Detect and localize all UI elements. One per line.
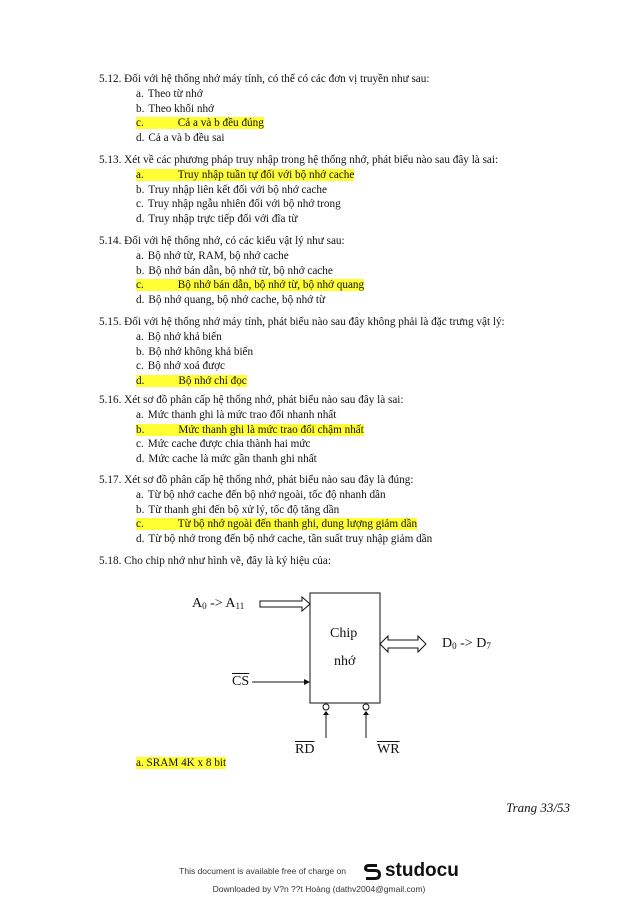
address-bus-arrow: [260, 597, 310, 611]
option-content: [136, 213, 297, 225]
option-prefix: b.: [136, 183, 145, 196]
option-prefix: c.: [136, 198, 144, 211]
option-content: [136, 409, 336, 421]
question-stem: 5.18. Cho chip nhớ như hình vẽ, đây là ký hiệu của:: [99, 555, 331, 567]
option-content: [136, 360, 225, 372]
answer-option: [136, 488, 569, 503]
question-6: [99, 473, 569, 546]
studocu-s-icon: [362, 861, 382, 881]
option-text: Truy nhập tuần tự đối với bộ nhớ cache: [177, 169, 355, 181]
answer-option: [136, 374, 569, 389]
answer-option: [136, 249, 569, 264]
question-7: [99, 554, 569, 569]
option-prefix: b.: [136, 423, 145, 436]
option-text: Bộ nhớ bán dẫn, bộ nhớ từ, bộ nhớ cache: [148, 264, 333, 277]
memory-chip-diagram: [170, 580, 530, 770]
answer-option: [136, 452, 569, 467]
chip-box: [310, 593, 380, 703]
question-stem: 5.16. Xét sơ đồ phân cấp hệ thống nhớ, phát biểu nào sau đây là sai:: [99, 394, 404, 406]
option-content: [136, 438, 310, 450]
studocu-logo[interactable]: studocu: [362, 860, 459, 882]
studocu-footer: [0, 860, 638, 882]
option-content: [136, 265, 333, 277]
rd-arrowhead: [323, 711, 329, 715]
answer-option: [136, 503, 569, 518]
answer-option: [136, 87, 569, 102]
option-prefix: d.: [136, 212, 145, 225]
highlighted-answer: [136, 169, 354, 181]
option-text: Bộ nhớ xoá được: [147, 360, 226, 373]
option-content: [136, 132, 225, 144]
answer-option: [136, 532, 569, 547]
highlighted-answer: [136, 117, 264, 129]
option-text: Từ thanh ghi đến bộ xử lý, tốc độ tăng dần: [148, 503, 340, 516]
option-text: Bộ nhớ quang, bộ nhớ cache, bộ nhớ từ: [148, 293, 326, 306]
option-content: [136, 198, 341, 210]
data-bus-label: $D_0 -> D_7$: [442, 636, 491, 651]
option-text: Mức thanh ghi là mức trao đổi nhanh nhất: [147, 409, 337, 421]
question-stem: 5.17. Xét sơ đồ phân cấp hệ thống nhớ, phát biểu nào sau đây là đúng:: [99, 474, 414, 486]
option-content: [136, 103, 214, 115]
option-prefix: a.: [136, 88, 144, 100]
option-prefix: a.: [136, 250, 144, 262]
answer-option: [136, 408, 569, 423]
option-text: Mức cache được chia thành hai mức: [147, 438, 311, 451]
answer-option: [136, 423, 569, 438]
highlighted-answer: [136, 518, 417, 530]
wr-label: $\overline{WR}$: [377, 742, 400, 757]
option-text: Cả a và b đều sai: [148, 131, 225, 144]
chip-label-line2: nhớ: [334, 654, 356, 669]
answer-option: [136, 345, 569, 360]
answer-option: [136, 212, 569, 227]
option-prefix: c.: [136, 117, 144, 130]
highlighted-answer: [136, 279, 364, 291]
option-content: [136, 184, 327, 196]
question-stem: 5.12. Đối với hệ thống nhớ máy tính, có thể có các đơn vị truyền như sau:: [99, 73, 430, 85]
option-prefix: d.: [136, 452, 145, 465]
answer-option: [136, 116, 569, 131]
answer-option: [136, 264, 569, 279]
wr-bubble: [363, 704, 369, 710]
option-prefix: c.: [136, 279, 144, 292]
option-text: Truy nhập liên kết đối với bộ nhớ cache: [148, 183, 327, 196]
highlighted-answer: [136, 424, 364, 436]
answer-option: [136, 183, 569, 198]
answer-option: [136, 517, 569, 532]
option-prefix: a.: [136, 331, 144, 343]
option-content: [136, 453, 317, 465]
option-text: Cả a và b đều đúng: [177, 117, 264, 130]
question-2: [99, 153, 569, 226]
answer-option: [136, 330, 569, 345]
option-prefix: c.: [136, 518, 144, 531]
question-stem: 5.15. Đối với hệ thống nhớ máy tính, phát biểu nào sau đây không phải là đặc trưng vật lý:: [99, 316, 505, 328]
option-content: [136, 294, 325, 306]
option-content: [136, 504, 339, 516]
download-info: Downloaded by V?n ??t Hoàng (dathv2004@gmail.com): [212, 884, 426, 894]
page-number: Trang 33/53: [506, 800, 570, 815]
cs-label: $\overline{CS}$: [232, 674, 250, 689]
question-stem: 5.13. Xét về các phương pháp truy nhập trong hệ thống nhớ, phát biểu nào sau đây là sai:: [99, 154, 499, 166]
address-label: $A_0 -> A_{11}$: [192, 596, 245, 611]
option-text: Bộ nhớ bán dẫn, bộ nhớ từ, bộ nhớ quang: [177, 279, 365, 292]
option-text: Mức thanh ghi là mức trao đổi chậm nhất: [178, 423, 364, 436]
option-prefix: c.: [136, 360, 144, 373]
question-3: [99, 234, 569, 307]
option-text: Theo khối nhớ: [148, 102, 214, 115]
option-content: [136, 88, 203, 100]
option-prefix: b.: [136, 345, 145, 358]
chip-label-line1: Chip: [330, 626, 358, 641]
option-text: Từ bộ nhớ trong đến bộ nhớ cache, tần suất truy nhập giảm dần: [148, 532, 433, 545]
highlighted-answer: [136, 375, 247, 387]
option-text: Mức cache là mức gần thanh ghi nhất: [148, 452, 317, 465]
answer-option: [136, 293, 569, 308]
answer-option: [136, 168, 569, 183]
question-1: [99, 72, 569, 145]
answer-option: [136, 278, 569, 293]
option-prefix: c.: [136, 438, 144, 451]
rd-bubble: [323, 704, 329, 710]
question-5: [99, 393, 569, 466]
option-prefix: a.: [136, 169, 144, 181]
rd-label: $\overline{RD}$: [295, 742, 315, 757]
option-text: Bộ nhớ khả biến: [147, 331, 222, 343]
wr-arrowhead: [363, 711, 369, 715]
option-text: Bộ nhớ từ, RAM, bộ nhớ cache: [147, 250, 289, 262]
option-text: Bộ nhớ chỉ đọc: [178, 374, 247, 387]
option-content: [136, 489, 386, 501]
option-content: [136, 346, 253, 358]
option-text: Truy nhập ngẫu nhiên đối với bộ nhớ trong: [147, 198, 341, 211]
answer-option: [136, 197, 569, 212]
option-text: Từ bộ nhớ cache đến bộ nhớ ngoài, tốc độ nhanh dần: [147, 489, 386, 501]
option-content: [136, 250, 289, 262]
option-prefix: a.: [136, 409, 144, 421]
answer-5-18: a. SRAM 4K x 8 bit: [136, 757, 227, 769]
option-text: Bộ nhớ không khả biến: [148, 345, 254, 358]
option-content: [136, 331, 222, 343]
option-prefix: d.: [136, 532, 145, 545]
option-prefix: d.: [136, 131, 145, 144]
available-text: This document is available free of charge on: [179, 866, 346, 876]
answer-option: [136, 359, 569, 374]
option-text: Theo từ nhớ: [147, 88, 203, 100]
question-4: [99, 315, 569, 388]
answer-option: [136, 437, 569, 452]
option-prefix: d.: [136, 374, 145, 387]
answer-option: [136, 102, 569, 117]
option-text: Truy nhập trực tiếp đối với đĩa từ: [148, 212, 298, 225]
option-prefix: b.: [136, 102, 145, 115]
option-prefix: b.: [136, 503, 145, 516]
answer-option: [136, 131, 569, 146]
data-bus-arrow: [380, 636, 426, 652]
option-prefix: a.: [136, 489, 144, 501]
option-content: [136, 533, 432, 545]
option-prefix: d.: [136, 293, 145, 306]
question-stem: 5.14. Đối với hệ thống nhớ, có các kiểu vật lý như sau:: [99, 235, 345, 247]
option-text: Từ bộ nhớ ngoài đến thanh ghi, dung lượng giảm dần: [177, 518, 418, 531]
cs-arrowhead: [304, 679, 310, 685]
option-prefix: b.: [136, 264, 145, 277]
